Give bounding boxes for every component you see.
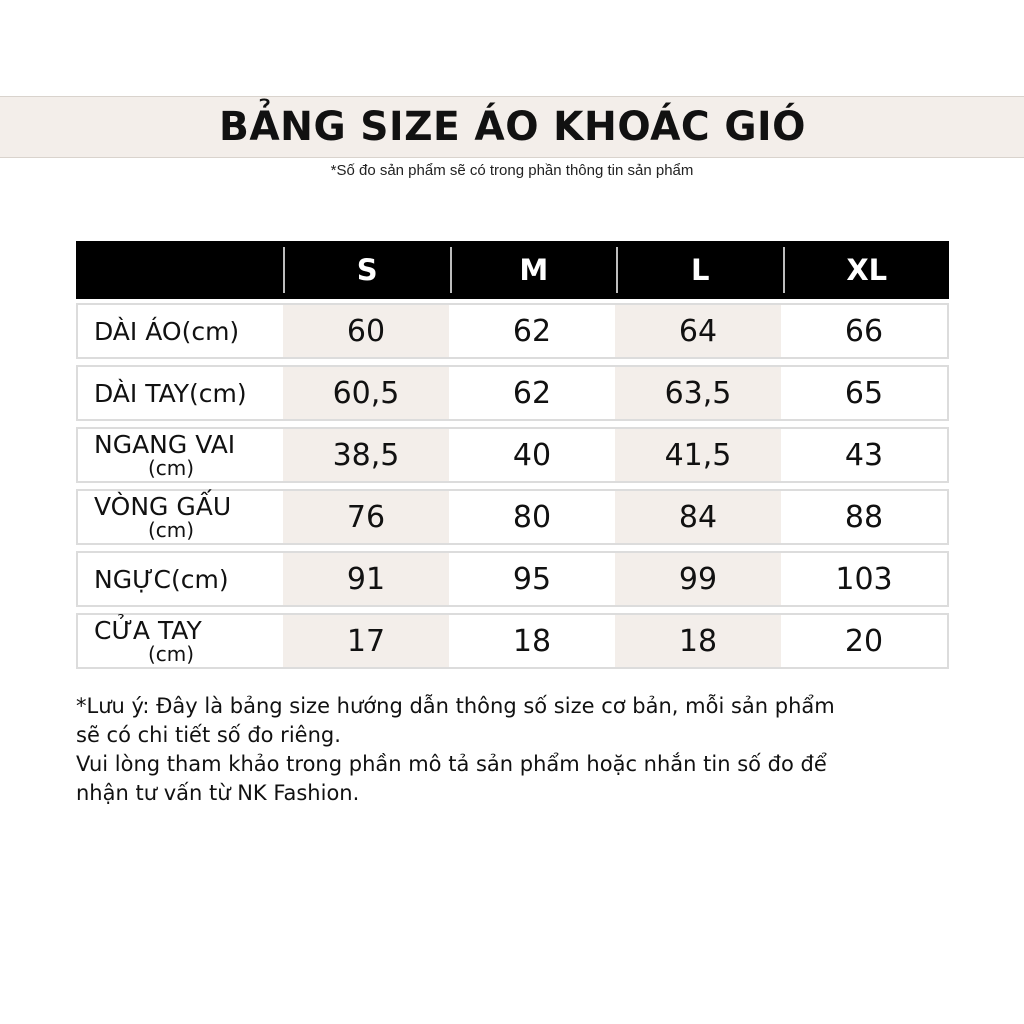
table-cell: 62 xyxy=(512,313,552,349)
note-line: Vui lòng tham khảo trong phần mô tả sản phẩm hoặc nhắn tin số đo để xyxy=(76,752,827,776)
table-cell: 38,5 xyxy=(283,429,449,481)
row-label-unit: (cm) xyxy=(148,642,195,666)
table-cell: 17 xyxy=(283,615,449,667)
size-header-s: S xyxy=(283,247,450,293)
row-label xyxy=(78,615,283,667)
note-line: sẽ có chi tiết số đo riêng. xyxy=(76,723,341,747)
row-label xyxy=(78,553,283,605)
note-text xyxy=(76,692,956,808)
size-header-xl: XL xyxy=(783,247,950,293)
table-cell: 62 xyxy=(512,375,552,411)
title-band xyxy=(0,96,1024,158)
row-label-unit: (cm) xyxy=(148,456,195,480)
table-cell: 99 xyxy=(615,553,781,605)
row-label-text: NGỰC(cm) xyxy=(94,564,229,594)
row-label-text: DÀI ÁO(cm) xyxy=(94,316,240,346)
table-cell: 88 xyxy=(844,499,884,535)
table-cell: 95 xyxy=(512,561,552,597)
table-row xyxy=(76,613,949,669)
table-cell: 43 xyxy=(844,437,884,473)
row-label-text: NGANG VAI xyxy=(94,430,236,459)
row-label-text: VÒNG GẤU xyxy=(94,492,232,521)
size-header-row xyxy=(76,241,949,299)
table-cell: 80 xyxy=(512,499,552,535)
size-header-l: L xyxy=(616,247,783,293)
table-row xyxy=(76,489,949,545)
table-cell: 84 xyxy=(615,491,781,543)
header-corner xyxy=(76,241,283,299)
table-row xyxy=(76,427,949,483)
table-row xyxy=(76,365,949,421)
row-label xyxy=(78,429,283,481)
table-cell: 64 xyxy=(615,305,781,357)
size-table xyxy=(76,241,949,675)
row-label-text: CỬA TAY xyxy=(94,616,202,645)
table-cell: 91 xyxy=(283,553,449,605)
row-label xyxy=(78,367,283,419)
row-label-text: DÀI TAY(cm) xyxy=(94,378,247,408)
table-cell: 66 xyxy=(844,313,884,349)
table-cell: 76 xyxy=(283,491,449,543)
table-cell: 20 xyxy=(844,623,884,659)
note-line: *Lưu ý: Đây là bảng size hướng dẫn thông số size cơ bản, mỗi sản phẩm xyxy=(76,694,835,718)
table-cell: 41,5 xyxy=(615,429,781,481)
table-cell: 63,5 xyxy=(615,367,781,419)
table-cell: 18 xyxy=(512,623,552,659)
size-header-m: M xyxy=(450,247,617,293)
page-title: BẢNG SIZE ÁO KHOÁC GIÓ xyxy=(218,104,806,150)
page-subtitle: *Số đo sản phẩm sẽ có trong phần thông tin sản phẩm xyxy=(330,162,694,179)
table-cell: 103 xyxy=(835,561,893,597)
row-label xyxy=(78,305,283,357)
table-cell: 40 xyxy=(512,437,552,473)
table-cell: 18 xyxy=(615,615,781,667)
row-label-unit: (cm) xyxy=(148,518,195,542)
note-line: nhận tư vấn từ NK Fashion. xyxy=(76,781,360,805)
table-row xyxy=(76,551,949,607)
table-cell: 60 xyxy=(283,305,449,357)
row-label xyxy=(78,491,283,543)
table-cell: 60,5 xyxy=(283,367,449,419)
table-cell: 65 xyxy=(844,375,884,411)
table-row xyxy=(76,303,949,359)
